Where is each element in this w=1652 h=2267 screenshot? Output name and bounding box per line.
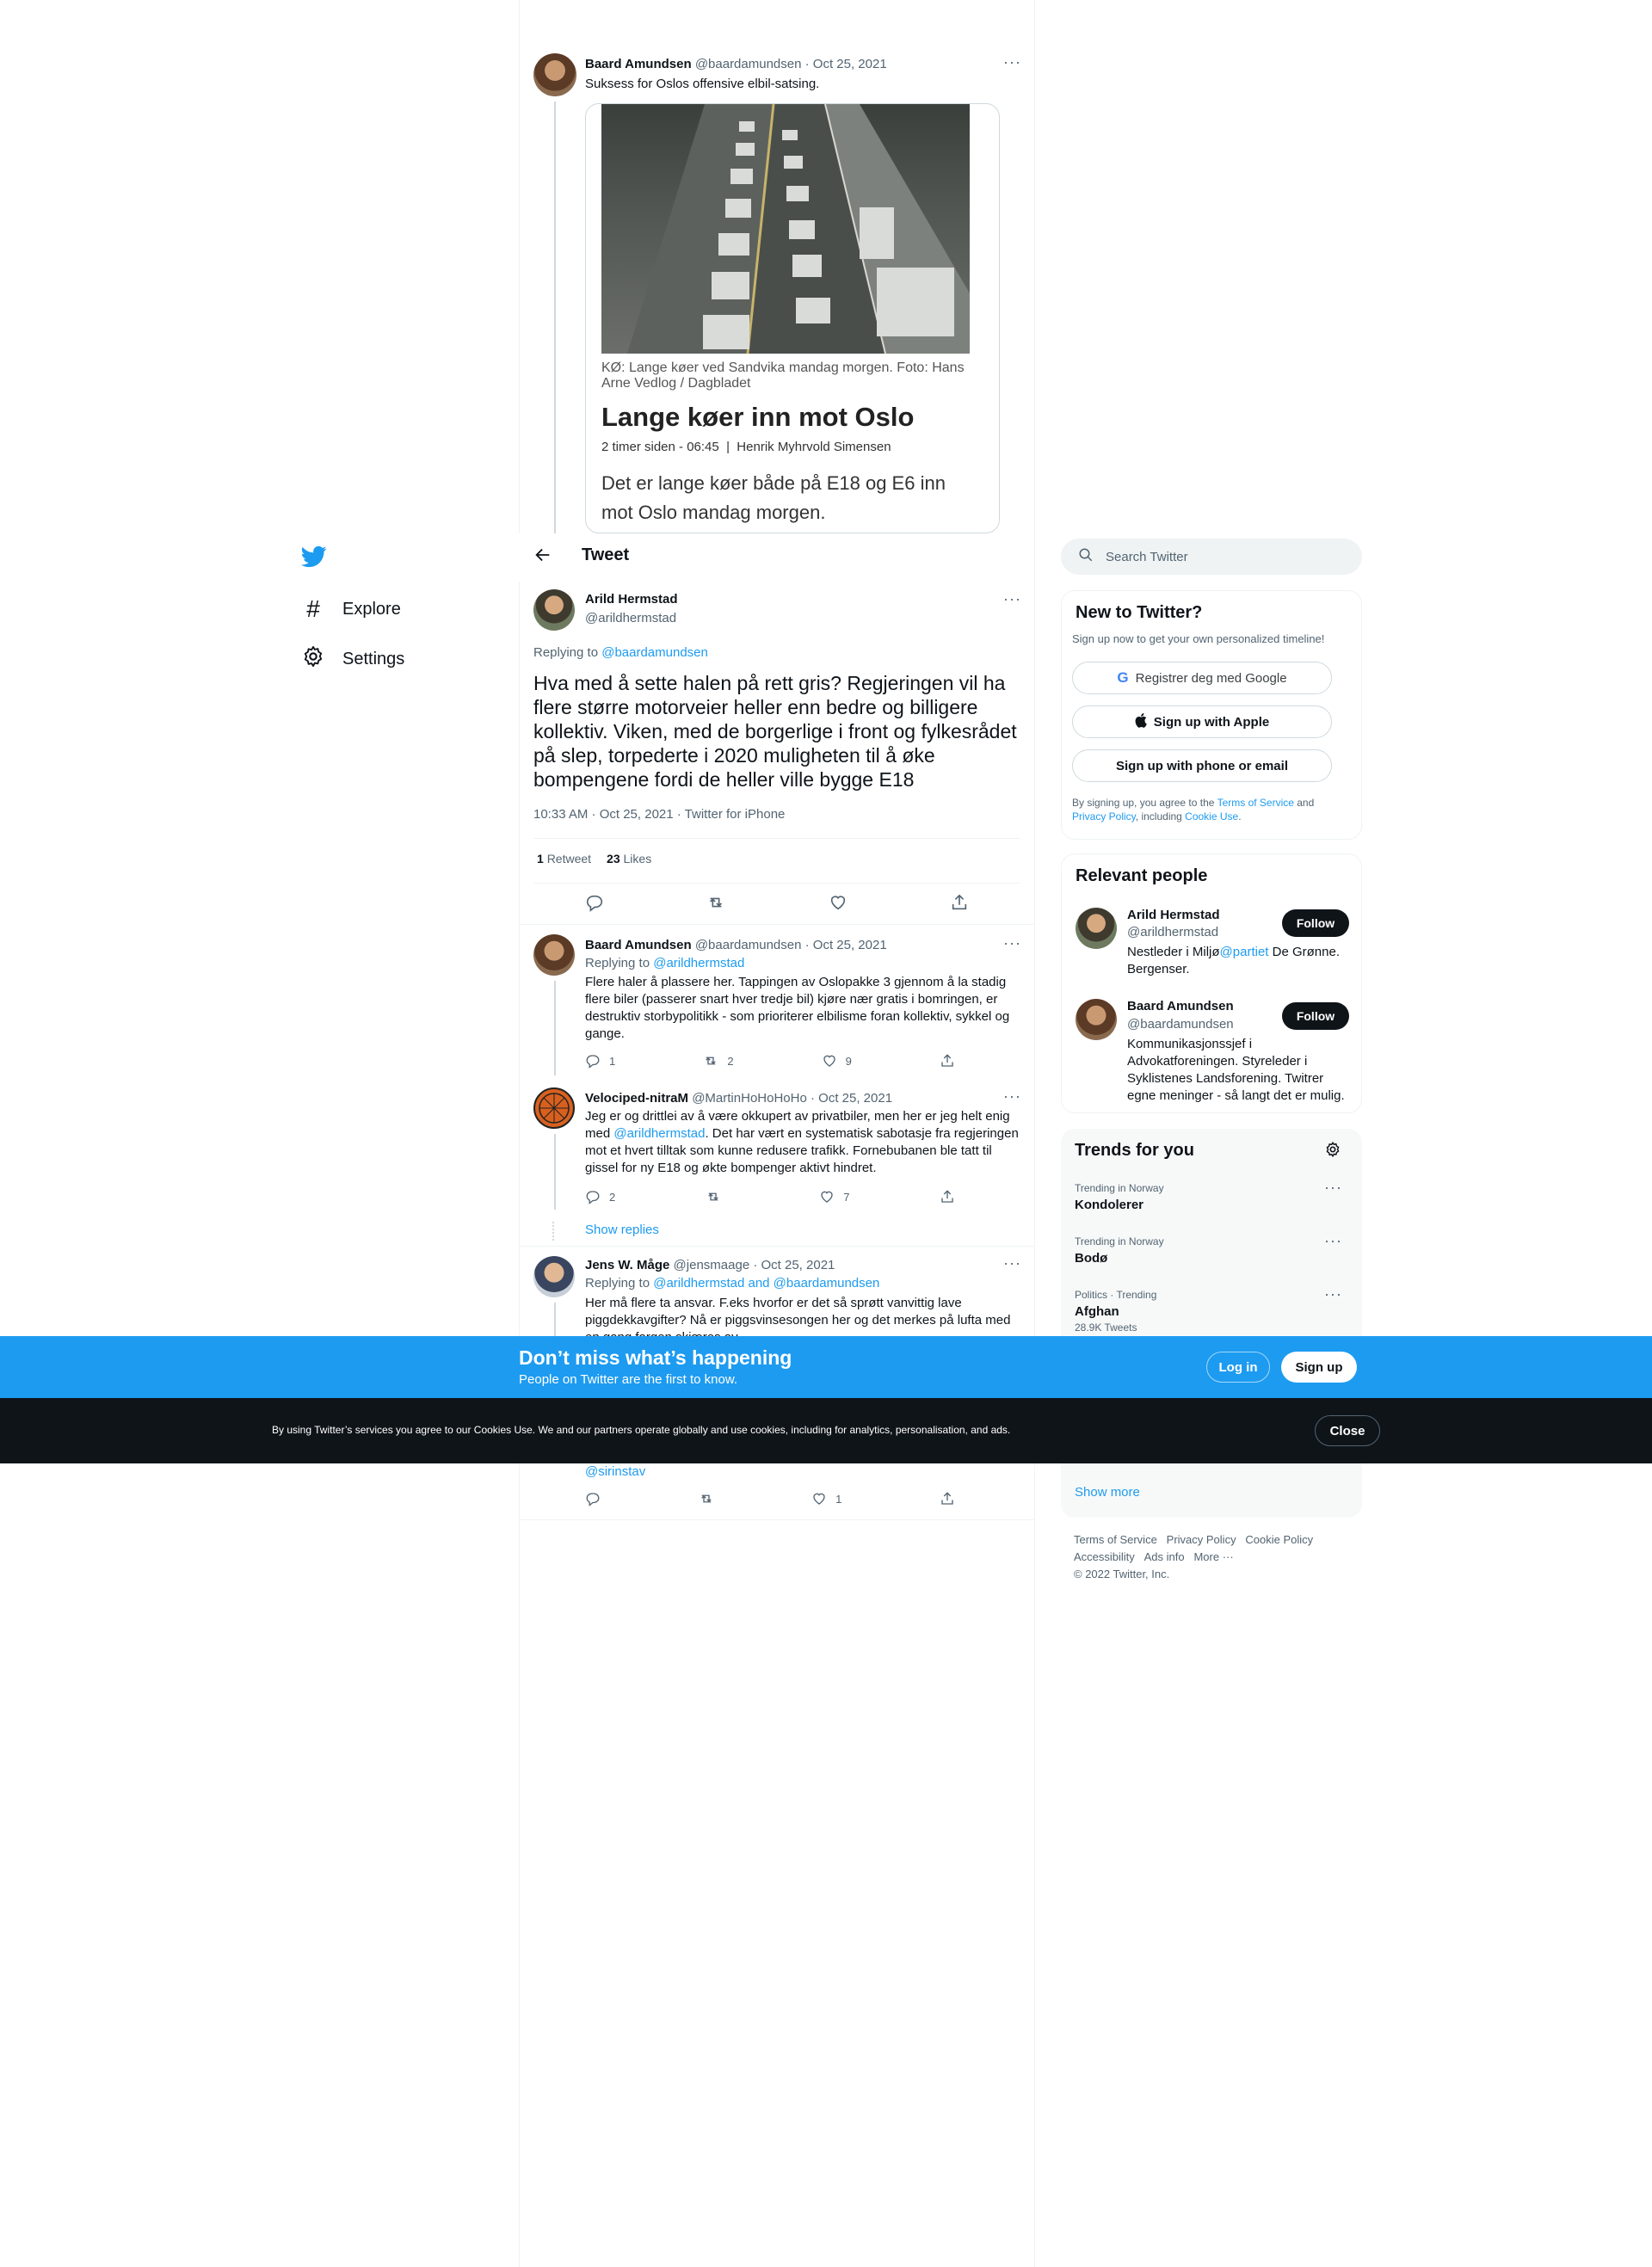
person-bio: Nestleder i Miljø@partiet De Grønne. Bergenser.	[1127, 945, 1340, 976]
like-icon[interactable]: 1	[811, 1491, 841, 1506]
tweet-text: Suksess for Oslos offensive elbil-satsing.	[585, 77, 820, 91]
retweet-stat[interactable]: 1 Retweet	[537, 852, 592, 866]
replying-to: Replying to @arildhermstad	[585, 956, 745, 970]
photo-caption: KØ: Lange køer ved Sandvika mandag morgen. Foto: Hans Arne Vedlog / Dagbladet	[601, 360, 965, 391]
replying-mention[interactable]: @arildhermstad and @baardamundsen	[653, 1276, 880, 1291]
more-icon[interactable]: ···	[1003, 1254, 1021, 1272]
share-icon[interactable]	[940, 1491, 955, 1506]
signup-button[interactable]: Sign up	[1281, 1352, 1357, 1383]
follow-button[interactable]: Follow	[1282, 909, 1349, 937]
nav-explore[interactable]	[301, 595, 401, 623]
avatar[interactable]	[1076, 908, 1117, 949]
divider	[519, 1246, 1034, 1247]
divider	[533, 883, 1020, 884]
retweet-icon[interactable]	[706, 1189, 730, 1204]
apple-signup-button[interactable]: Sign up with Apple	[1072, 705, 1332, 738]
footer	[1074, 1531, 1358, 1583]
signup-terms: By signing up, you agree to the Terms of Service and Privacy Policy, including Cookie Use.	[1072, 797, 1315, 822]
person-name[interactable]: Arild Hermstad	[1127, 908, 1220, 922]
thread-line	[554, 1303, 556, 1337]
tweet-date[interactable]: · Oct 25, 2021	[804, 938, 887, 952]
retweet-icon[interactable]	[706, 893, 725, 912]
google-signup-button[interactable]: G Registrer deg med Google	[1072, 662, 1332, 694]
tweet-date[interactable]: · Oct 25, 2021	[753, 1258, 835, 1272]
tweet-date[interactable]: · Oct 25, 2021	[804, 57, 887, 71]
tweet-text: Hva med å sette halen på rett gris? Regjeringen vil ha flere større motorveier heller enn bedre og billigere kollektiv. Viken, med de borgerlige i front og fylkesrådet på slep, torpederte i 2020 muligheten til å øke bompengene fordi de heller ville bygge E18	[533, 672, 1017, 791]
reply-icon[interactable]	[585, 893, 604, 912]
main-actions	[533, 893, 1020, 912]
share-icon[interactable]	[950, 893, 969, 912]
trend-item[interactable]: Trending in Norway Bodø ···	[1075, 1232, 1342, 1266]
cookie-link[interactable]: Cookie Use	[1185, 810, 1239, 822]
apple-icon	[1135, 713, 1147, 730]
like-icon[interactable]: 7	[819, 1189, 849, 1204]
avatar[interactable]	[1076, 999, 1117, 1040]
article-meta: 2 timer siden - 06:45 | Henrik Myhrvold Simensen	[601, 440, 891, 454]
tweet-date[interactable]: · Oct 25, 2021	[810, 1091, 893, 1106]
author-name[interactable]: Baard Amundsen	[585, 938, 692, 952]
search-input[interactable]	[1061, 539, 1362, 575]
replying-mention[interactable]: @arildhermstad	[653, 956, 745, 970]
more-icon[interactable]: ···	[1324, 1285, 1342, 1303]
tweet-text: Flere haler å plassere her. Tappingen av Oslopakke 3 gjennom å la stadig flere biler (passerer snart hver tredje bil) kjøre nær gratis i bomringen, er destruktiv storbypolitikk - som prioriterer elbilisme foran kollektiv, sykkel og gange.	[585, 975, 1010, 1041]
author-handle[interactable]: @jensmaage	[673, 1258, 750, 1272]
cookie-banner	[0, 1398, 1652, 1463]
more-icon[interactable]: ···	[1003, 1087, 1021, 1105]
divider	[519, 1519, 1034, 1520]
back-arrow-icon[interactable]	[533, 545, 552, 570]
relevant-people-card	[1061, 853, 1362, 1113]
search-placeholder: Search Twitter	[1106, 549, 1188, 564]
google-icon: G	[1117, 669, 1129, 686]
footer-ads[interactable]: Ads info	[1143, 1550, 1185, 1563]
author-name[interactable]: Baard Amundsen	[585, 57, 692, 71]
avatar[interactable]	[533, 1087, 575, 1129]
gear-icon	[301, 644, 325, 674]
trend-item[interactable]: Politics · Trending Afghan 28.9K Tweets ···	[1075, 1285, 1342, 1334]
article-card[interactable]	[585, 103, 1000, 533]
more-icon[interactable]: ···	[1324, 1232, 1342, 1249]
trend-item[interactable]: Trending in Norway Kondolerer ···	[1075, 1179, 1342, 1212]
thread-line	[554, 1134, 556, 1210]
tweet-header	[585, 1258, 835, 1272]
cookie-text: By using Twitter’s services you agree to our Cookies Use. We and our partners operate globally and use cookies, including for analytics, personalisation, and ads.	[272, 1424, 1011, 1436]
retweet-icon[interactable]: 2	[703, 1053, 733, 1069]
tweet-header	[585, 1091, 892, 1106]
tweet-text: Her må flere ta ansvar. F.eks hvorfor er det så sprøtt vanvittig lave piggdekkavgifter? Nå er piggsvinsesongen her og det merkes på lufta med	[585, 1296, 1011, 1328]
replying-to: Replying to @arildhermstad and @baardamundsen	[585, 1276, 880, 1291]
retweet-icon[interactable]	[699, 1491, 714, 1506]
author-handle[interactable]: @MartinHoHoHoHo	[692, 1091, 807, 1106]
signup-card	[1061, 590, 1362, 840]
like-icon[interactable]: 9	[822, 1053, 852, 1069]
relevant-title: Relevant people	[1076, 866, 1208, 885]
terms-link[interactable]: Terms of Service	[1217, 797, 1294, 809]
more-icon[interactable]: ···	[1324, 1179, 1342, 1196]
signup-title: New to Twitter?	[1076, 603, 1203, 622]
footer-more[interactable]: More ···	[1193, 1550, 1234, 1563]
more-icon[interactable]: ···	[1003, 590, 1021, 607]
author-name[interactable]: Arild Hermstad	[585, 592, 678, 607]
avatar[interactable]	[533, 1256, 575, 1297]
more-icon[interactable]: ···	[1003, 934, 1021, 952]
banner-title: Don’t miss what’s happening	[519, 1346, 792, 1369]
center-right-border	[1034, 0, 1035, 2267]
twitter-logo-icon[interactable]	[301, 544, 329, 571]
author-name[interactable]: Jens W. Måge	[585, 1258, 670, 1272]
tweet-header	[585, 57, 887, 71]
show-more-link[interactable]: Show more	[1075, 1485, 1140, 1500]
tweet-stats	[537, 852, 651, 866]
author-handle[interactable]: @baardamundsen	[694, 57, 802, 71]
traffic-photo	[601, 104, 970, 354]
search-icon	[1078, 547, 1094, 566]
person-handle[interactable]: @arildhermstad	[1127, 925, 1219, 939]
trends-title: Trends for you	[1075, 1141, 1194, 1160]
follow-button[interactable]: Follow	[1282, 1002, 1349, 1030]
avatar[interactable]	[533, 589, 575, 631]
share-icon[interactable]	[940, 1053, 955, 1069]
privacy-link[interactable]: Privacy Policy	[1072, 810, 1136, 822]
divider	[519, 924, 1034, 925]
share-icon[interactable]	[940, 1189, 955, 1204]
mention-link[interactable]: @arildhermstad	[613, 1126, 706, 1141]
avatar[interactable]	[533, 53, 576, 96]
cookie-close-button[interactable]: Close	[1315, 1415, 1380, 1446]
center-left-border	[519, 0, 520, 2267]
thread-line	[554, 102, 556, 533]
phone-signup-button[interactable]: Sign up with phone or email	[1072, 749, 1332, 782]
replying-mention[interactable]: @baardamundsen	[601, 645, 708, 660]
banner-subtitle: People on Twitter are the first to know.	[519, 1372, 738, 1387]
reply-icon[interactable]	[585, 1491, 601, 1506]
footer-accessibility[interactable]: Accessibility	[1074, 1550, 1135, 1563]
nav-settings[interactable]	[301, 645, 404, 673]
replying-to	[533, 645, 708, 660]
author-handle[interactable]: @arildhermstad	[585, 611, 677, 625]
more-icon[interactable]: ···	[1003, 53, 1021, 71]
nav-settings-label: Settings	[342, 649, 405, 668]
reply-actions	[585, 1491, 955, 1506]
footer-privacy[interactable]: Privacy Policy	[1166, 1533, 1236, 1546]
article-lead: Det er lange køer både på E18 og E6 inn mot Oslo mandag morgen.	[601, 472, 946, 523]
reply-actions	[585, 1189, 955, 1204]
reply-icon[interactable]: 1	[585, 1053, 615, 1069]
mention-link[interactable]: @sirinstav	[585, 1464, 646, 1479]
bio-mention[interactable]: @partiet	[1219, 945, 1269, 959]
person-bio: Kommunikasjonssjef i Advokatforeningen. Styreleder i Syklistenes Landsforening. Twitrer egne meninger - så langt det er mulig.	[1127, 1037, 1345, 1103]
nav-explore-label: Explore	[342, 599, 401, 619]
signup-subtitle: Sign up now to get your own personalized timeline!	[1072, 632, 1325, 645]
show-replies-link[interactable]: Show replies	[585, 1223, 659, 1237]
thread-line	[554, 981, 556, 1075]
gear-icon[interactable]	[1324, 1141, 1341, 1162]
login-button[interactable]: Log in	[1206, 1352, 1270, 1383]
footer-terms[interactable]: Terms of Service	[1074, 1533, 1157, 1546]
dotted-thread	[552, 1222, 556, 1241]
avatar[interactable]	[533, 934, 575, 976]
footer-copyright: © 2022 Twitter, Inc.	[1074, 1568, 1170, 1580]
divider	[533, 838, 1020, 839]
reply-actions	[585, 1053, 955, 1069]
author-name[interactable]: Velociped-nitraM	[585, 1091, 689, 1106]
tweet-text: Jeg er og drittlei av å være okkupert av privatbiler, men her er jeg helt enig med @arildhermstad. Det har vært en systematisk sabotasje fra regjeringen mot et hvert tilltak som kunne redusere trafikk. Fornebubanen ble tatt til gissel for ny E18 og økte bompenger aktivt hindret.	[585, 1109, 1019, 1175]
article-headline: Lange køer inn mot Oslo	[601, 402, 915, 432]
footer-cookie[interactable]: Cookie Policy	[1245, 1533, 1314, 1546]
hashtag-icon: #	[306, 595, 320, 622]
like-icon[interactable]	[829, 893, 848, 912]
reply-icon[interactable]: 2	[585, 1189, 615, 1204]
tweet-header	[585, 938, 887, 952]
person-name[interactable]: Baard Amundsen	[1127, 999, 1234, 1013]
page-title: Tweet	[582, 545, 630, 564]
replying-prefix: Replying to	[533, 645, 599, 660]
author-handle[interactable]: @baardamundsen	[694, 938, 802, 952]
tweet-meta[interactable]: 10:33 AM · Oct 25, 2021 · Twitter for iPhone	[533, 807, 786, 822]
login-banner	[0, 1336, 1652, 1398]
person-handle[interactable]: @baardamundsen	[1127, 1017, 1234, 1032]
like-stat[interactable]: 23 Likes	[607, 852, 652, 866]
